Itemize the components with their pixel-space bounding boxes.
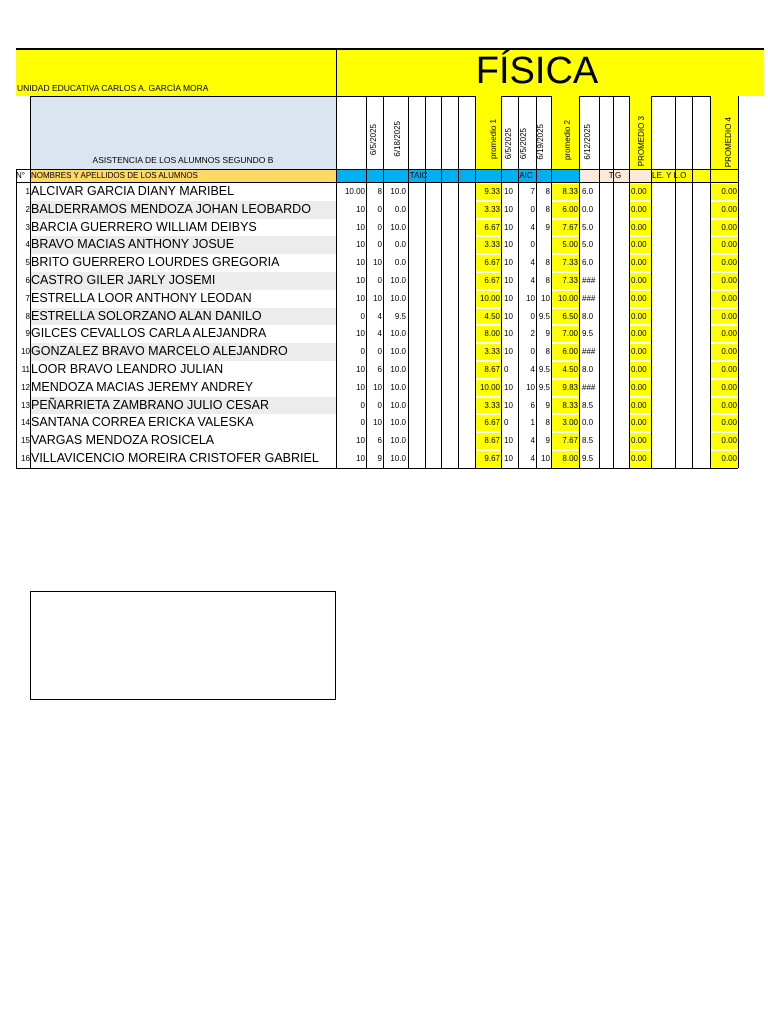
grade-cell-d[interactable]: 10 [504, 454, 513, 463]
grade-cell-p2[interactable]: 3.00 [551, 415, 579, 431]
row-number: 2 [25, 204, 30, 214]
col-promedio-2: promedio 2 [563, 120, 572, 161]
grade-cell-a[interactable]: 10 [356, 222, 365, 232]
grade-cell-f[interactable]: 9 [545, 400, 550, 410]
student-name[interactable]: PEÑARRIETA ZAMBRANO JULIO CESAR [31, 397, 270, 412]
grade-cell-e[interactable]: 0 [530, 204, 535, 214]
table-row[interactable] [0, 236, 768, 254]
grade-cell-c[interactable]: 0.0 [394, 258, 406, 268]
grade-cell-p2[interactable]: 5.00 [551, 237, 579, 253]
student-name[interactable]: VARGAS MENDOZA ROSICELA [31, 433, 215, 448]
grade-cell-p4[interactable]: 0.00 [710, 237, 738, 253]
student-name[interactable]: SANTANA CORREA ERICKA VALESKA [31, 415, 254, 430]
grade-cell-c[interactable]: 10.0 [390, 436, 406, 446]
grade-cell-p3[interactable]: 0.00 [629, 309, 651, 325]
table-row[interactable] [0, 183, 768, 201]
grade-cell-f[interactable]: 9 [545, 436, 550, 446]
grade-cell-p3[interactable]: 0.00 [629, 415, 651, 431]
grade-cell-p2[interactable]: 8.33 [551, 398, 579, 414]
student-name[interactable]: VILLAVICENCIO MOREIRA CRISTOFER GABRIEL [31, 451, 319, 465]
grade-cell-d[interactable]: 10 [504, 187, 513, 196]
subject-title: FÍSICA [475, 50, 599, 92]
grade-cell-g[interactable]: 0.0 [582, 204, 594, 214]
grade-cell-f[interactable]: 9.5 [538, 365, 550, 374]
row-number: 13 [21, 400, 30, 410]
grade-cell-f[interactable] [536, 237, 551, 253]
grade-cell-d[interactable]: 10 [504, 222, 513, 232]
grade-cell-p3[interactable]: 0.00 [629, 184, 651, 200]
grade-cell-d[interactable]: 10 [504, 276, 513, 285]
section-tg: T.G [608, 171, 622, 180]
grade-cell-p4[interactable]: 0.00 [710, 398, 738, 414]
grade-cell-p1[interactable]: 6.67 [475, 273, 501, 289]
grade-cell-g[interactable]: 8.5 [582, 436, 594, 446]
grade-cell-b[interactable]: 4 [377, 329, 382, 339]
grade-cell-p2[interactable]: 7.67 [551, 220, 579, 236]
grade-cell-b[interactable]: 10 [373, 382, 382, 392]
grade-cell-p4[interactable]: 0.00 [710, 255, 738, 271]
grade-cell-c[interactable]: 10.0 [390, 365, 406, 374]
grade-cell-g[interactable]: 8.0 [582, 311, 594, 321]
attendance-title: ASISTENCIA DE LOS ALUMNOS SEGUNDO B [92, 155, 274, 165]
grade-cell-p4[interactable]: 0.00 [710, 291, 738, 307]
row-number: 7 [25, 293, 30, 303]
row-number: 16 [21, 454, 30, 463]
grade-cell-p4[interactable]: 0.00 [710, 433, 738, 449]
table-row[interactable] [0, 450, 768, 468]
grade-cell-e[interactable]: 0 [530, 347, 535, 357]
grade-cell-f[interactable]: 8 [545, 187, 550, 196]
grade-cell-p2[interactable]: 6.50 [551, 309, 579, 325]
grade-cell-p1[interactable]: 3.33 [475, 202, 501, 218]
grade-cell-e[interactable]: 4 [530, 222, 535, 232]
grade-cell-d[interactable]: 0 [504, 365, 509, 374]
grade-cell-e[interactable]: 4 [530, 258, 535, 268]
grade-cell-d[interactable]: 10 [504, 204, 513, 214]
student-name[interactable]: BARCIA GUERRERO WILLIAM DEIBYS [31, 219, 257, 234]
grade-cell-p1[interactable]: 4.50 [475, 309, 501, 325]
grade-cell-p3[interactable]: 0.00 [629, 380, 651, 396]
grade-cell-e[interactable]: 4 [530, 454, 535, 463]
grade-cell-e[interactable]: 7 [530, 187, 535, 196]
grade-cell-g[interactable]: 6.0 [582, 258, 594, 268]
table-row[interactable] [0, 414, 768, 432]
col-date-1: 6/5/2025 [369, 124, 378, 156]
table-row[interactable] [0, 343, 768, 361]
grade-cell-a[interactable]: 10.00 [344, 187, 365, 196]
col-date-3: 6/5/2025 [504, 128, 513, 160]
grade-cell-b[interactable]: 0 [377, 347, 382, 357]
grade-cell-p2[interactable]: 10.00 [551, 291, 579, 307]
grade-cell-c[interactable]: 10.0 [390, 454, 406, 463]
grade-cell-p2[interactable]: 8.33 [551, 184, 579, 200]
grade-cell-b[interactable]: 6 [377, 436, 382, 446]
row-number: 11 [21, 365, 30, 374]
grade-cell-d[interactable]: 10 [504, 240, 513, 250]
col-promedio-3: PROMEDIO 3 [637, 116, 646, 167]
grade-cell-b[interactable]: 10 [373, 293, 382, 303]
grade-cell-p1[interactable]: 9.33 [475, 184, 501, 200]
num-label: N° [16, 171, 25, 180]
table-row[interactable] [0, 272, 768, 290]
grade-cell-p3[interactable]: 0.00 [629, 291, 651, 307]
grade-cell-f[interactable]: 9.5 [538, 382, 550, 392]
grade-cell-p1[interactable]: 3.33 [475, 237, 501, 253]
student-name[interactable]: BRAVO MACIAS ANTHONY JOSUE [31, 237, 235, 252]
grade-cell-f[interactable]: 8 [545, 258, 550, 268]
table-row[interactable] [0, 308, 768, 326]
table-row[interactable] [0, 361, 768, 379]
student-name[interactable]: MENDOZA MACIAS JEREMY ANDREY [31, 379, 254, 394]
grade-cell-f[interactable]: 10 [541, 293, 550, 303]
row-number: 5 [25, 258, 30, 268]
grade-cell-p2[interactable]: 6.00 [551, 202, 579, 218]
row-number: 1 [25, 187, 30, 196]
table-row[interactable] [0, 397, 768, 415]
row-number: 9 [25, 329, 30, 339]
grade-cell-e[interactable]: 2 [530, 329, 535, 339]
grade-cell-f[interactable]: 8 [545, 418, 550, 428]
grade-cell-p4[interactable]: 0.00 [710, 415, 738, 431]
grade-cell-c[interactable]: 0.0 [394, 204, 406, 214]
grade-cell-p3[interactable]: 0.00 [629, 398, 651, 414]
table-row[interactable] [0, 325, 768, 343]
table-row[interactable] [0, 432, 768, 450]
student-table [0, 183, 768, 468]
grade-cell-g[interactable]: 0.0 [582, 418, 594, 428]
student-name[interactable]: LOOR BRAVO LEANDRO JULIAN [31, 362, 224, 376]
grade-cell-f[interactable]: 8 [545, 347, 550, 357]
grade-cell-p1[interactable]: 10.00 [475, 291, 501, 307]
table-row[interactable] [0, 219, 768, 237]
grade-cell-f[interactable]: 10 [541, 454, 550, 463]
grade-cell-b[interactable]: 10 [373, 258, 382, 268]
grade-cell-e[interactable]: 1 [530, 418, 535, 428]
grade-cell-p1[interactable]: 8.00 [475, 326, 501, 342]
grade-cell-p4[interactable]: 0.00 [710, 273, 738, 289]
grade-cell-d[interactable]: 10 [504, 329, 513, 339]
grade-cell-g[interactable]: ### [582, 293, 596, 303]
grade-cell-g[interactable]: 9.5 [582, 329, 594, 339]
grade-cell-c[interactable]: 10.0 [390, 276, 406, 285]
col-date-2: 6/18/2025 [393, 121, 402, 157]
grade-cell-p3[interactable]: 0.00 [629, 255, 651, 271]
grade-cell-p3[interactable]: 0.00 [629, 220, 651, 236]
grade-cell-e[interactable]: 10 [526, 293, 535, 303]
grade-cell-a[interactable]: 10 [356, 329, 365, 339]
grade-cell-p1[interactable]: 6.67 [475, 255, 501, 271]
grade-cell-e[interactable]: 4 [530, 436, 535, 446]
grade-cell-e[interactable]: 4 [530, 365, 535, 374]
grade-cell-p3[interactable]: 0.00 [629, 202, 651, 218]
row-number: 12 [21, 382, 30, 392]
grade-cell-a[interactable]: 10 [356, 240, 365, 250]
grade-cell-a[interactable]: 10 [356, 293, 365, 303]
grade-cell-g[interactable]: 9.5 [582, 454, 594, 463]
grade-cell-c[interactable]: 10.0 [390, 329, 406, 339]
row-number: 6 [25, 276, 30, 285]
grade-cell-d[interactable]: 10 [504, 258, 513, 268]
grade-cell-b[interactable]: 0 [377, 276, 382, 285]
grade-cell-c[interactable]: 10.0 [390, 293, 406, 303]
grade-cell-g[interactable]: ### [582, 276, 596, 285]
student-name[interactable]: BALDERRAMOS MENDOZA JOHAN LEOBARDO [31, 201, 311, 216]
section-taic: TAIC [409, 171, 428, 180]
grade-cell-p4[interactable]: 0.00 [710, 451, 738, 467]
grade-cell-f[interactable]: 9 [545, 329, 550, 339]
grade-cell-p1[interactable]: 3.33 [475, 398, 501, 414]
row-number: 14 [21, 418, 30, 428]
grade-cell-p3[interactable]: 0.00 [629, 273, 651, 289]
student-name[interactable]: BRITO GUERRERO LOURDES GREGORIA [31, 255, 280, 270]
grade-cell-b[interactable]: 10 [373, 418, 382, 428]
grade-cell-g[interactable]: 8.5 [582, 400, 594, 410]
grade-cell-b[interactable]: 0 [377, 204, 382, 214]
grade-cell-p3[interactable]: 0.00 [629, 433, 651, 449]
grade-cell-p1[interactable]: 6.67 [475, 220, 501, 236]
table-row[interactable] [0, 201, 768, 219]
grade-cell-e[interactable]: 6 [530, 400, 535, 410]
grade-cell-p2[interactable]: 8.00 [551, 451, 579, 467]
grade-cell-c[interactable]: 10.0 [390, 222, 406, 232]
grade-cell-p2[interactable]: 4.50 [551, 362, 579, 378]
header-right-edge [737, 96, 764, 98]
table-row[interactable] [0, 290, 768, 308]
grade-cell-a[interactable]: 0 [360, 347, 365, 357]
grade-cell-p1[interactable]: 3.33 [475, 344, 501, 360]
grade-cell-a[interactable]: 10 [356, 436, 365, 446]
grade-cell-b[interactable]: 9 [377, 454, 382, 463]
grade-cell-p2[interactable]: 7.33 [551, 273, 579, 289]
grade-cell-p1[interactable]: 8.67 [475, 433, 501, 449]
grade-cell-d[interactable]: 10 [504, 311, 513, 321]
table-row[interactable] [0, 379, 768, 397]
student-name[interactable]: GONZALEZ BRAVO MARCELO ALEJANDRO [31, 344, 288, 359]
grade-cell-e[interactable]: 4 [530, 276, 535, 285]
grade-cell-g[interactable]: ### [582, 382, 596, 392]
grade-cell-p1[interactable]: 8.67 [475, 362, 501, 378]
school-name: UNIDAD EDUCATIVA CARLOS A. GARCÌA MORA [17, 83, 209, 93]
grade-cell-a[interactable]: 0 [360, 311, 365, 321]
grade-cell-p1[interactable]: 9.67 [475, 451, 501, 467]
grade-cell-p2[interactable]: 7.33 [551, 255, 579, 271]
grade-cell-b[interactable]: 0 [377, 222, 382, 232]
row-number: 8 [25, 311, 30, 321]
grade-cell-p4[interactable]: 0.00 [710, 380, 738, 396]
grade-cell-d[interactable]: 10 [504, 293, 513, 303]
grade-cell-b[interactable]: 4 [377, 311, 382, 321]
grade-cell-d[interactable]: 10 [504, 436, 513, 446]
grade-cell-b[interactable]: 6 [377, 365, 382, 374]
grade-cell-p4[interactable]: 0.00 [710, 184, 738, 200]
col-date-4: 6/5/2025 [519, 128, 528, 160]
grade-cell-p4[interactable]: 0.00 [710, 220, 738, 236]
grade-cell-b[interactable]: 8 [377, 187, 382, 196]
col-promedio-1: promedio 1 [489, 119, 498, 160]
grade-cell-b[interactable]: 0 [377, 240, 382, 250]
table-row[interactable] [0, 254, 768, 272]
section-leylo: LE. Y L.O [652, 171, 687, 180]
grade-cell-a[interactable]: 10 [356, 382, 365, 392]
student-name[interactable]: CASTRO GILER JARLY JOSEMI [31, 273, 216, 287]
col-promedio-4: PROMEDIO 4 [724, 117, 733, 168]
grade-cell-c[interactable]: 10.0 [390, 382, 406, 392]
grade-cell-d[interactable]: 10 [504, 400, 513, 410]
grade-cell-d[interactable]: 10 [504, 347, 513, 357]
grade-cell-g[interactable]: 5.0 [582, 222, 594, 232]
row-number: 3 [25, 222, 30, 232]
grade-cell-g[interactable]: 5.0 [582, 240, 594, 250]
grade-cell-d[interactable]: 10 [504, 382, 513, 392]
grade-cell-g[interactable]: 8.0 [582, 365, 594, 374]
grade-cell-p2[interactable]: 6.00 [551, 344, 579, 360]
grade-cell-g[interactable]: ### [582, 347, 596, 357]
grade-cell-p1[interactable]: 10.00 [475, 380, 501, 396]
names-label: NOMBRES Y APELLIDOS DE LOS ALUMNOS [30, 169, 336, 182]
grade-cell-p3[interactable]: 0.00 [629, 326, 651, 342]
grade-cell-p1[interactable]: 6.67 [475, 415, 501, 431]
col-date-6: 6/12/2025 [583, 124, 592, 160]
grade-cell-d[interactable]: 0 [504, 418, 509, 428]
grade-cell-f[interactable]: 9 [545, 222, 550, 232]
grade-cell-a[interactable]: 10 [356, 365, 365, 374]
grade-cell-f[interactable]: 8 [545, 276, 550, 285]
row-number: 4 [25, 240, 30, 250]
grade-cell-p3[interactable]: 0.00 [629, 362, 651, 378]
student-name[interactable]: ESTRELLA LOOR ANTHONY LEODAN [31, 290, 252, 305]
grade-cell-p2[interactable]: 7.67 [551, 433, 579, 449]
grade-cell-e[interactable]: 0 [530, 311, 535, 321]
grade-cell-p3[interactable]: 0.00 [629, 237, 651, 253]
grade-cell-p2[interactable]: 7.00 [551, 326, 579, 342]
grade-cell-a[interactable]: 10 [356, 258, 365, 268]
grade-cell-a[interactable]: 0 [360, 418, 365, 428]
grade-cell-p4[interactable]: 0.00 [710, 362, 738, 378]
grade-cell-c[interactable]: 0.0 [394, 240, 406, 250]
grade-cell-p4[interactable]: 0.00 [710, 309, 738, 325]
student-name[interactable]: GILCES CEVALLOS CARLA ALEJANDRA [31, 326, 267, 341]
grade-cell-c[interactable]: 9.5 [394, 311, 406, 321]
grade-cell-g[interactable]: 6.0 [582, 187, 594, 196]
grade-cell-a[interactable]: 0 [360, 400, 365, 410]
grade-cell-e[interactable]: 0 [530, 240, 535, 250]
grade-cell-a[interactable]: 10 [356, 276, 365, 285]
grade-cell-p4[interactable]: 0.00 [710, 326, 738, 342]
section-aic: AIC [519, 171, 533, 180]
row-number: 10 [21, 347, 30, 357]
col-date-5: 6/19/2025 [536, 124, 545, 160]
student-name[interactable]: ESTRELLA SOLORZANO ALAN DANILO [31, 308, 262, 323]
grade-cell-c[interactable]: 10.0 [390, 347, 406, 357]
grade-cell-f[interactable]: 9.5 [538, 311, 550, 321]
grade-cell-p3[interactable]: 0.00 [629, 344, 651, 360]
grade-cell-b[interactable]: 0 [377, 400, 382, 410]
grade-cell-p2[interactable]: 9.83 [551, 380, 579, 396]
grade-cell-a[interactable]: 10 [356, 204, 365, 214]
grade-cell-c[interactable]: 10.0 [390, 418, 406, 428]
grade-cell-p4[interactable]: 0.00 [710, 344, 738, 360]
comment-box[interactable] [30, 591, 336, 700]
grade-cell-a[interactable]: 10 [356, 454, 365, 463]
grade-cell-e[interactable]: 10 [526, 382, 535, 392]
student-name[interactable]: ALCIVAR GARCIA DIANY MARIBEL [31, 184, 235, 198]
grade-cell-p3[interactable]: 0.00 [629, 451, 651, 467]
row-number: 15 [21, 436, 30, 446]
grade-cell-c[interactable]: 10.0 [390, 187, 406, 196]
grade-cell-c[interactable]: 10.0 [390, 400, 406, 410]
grade-cell-p4[interactable]: 0.00 [710, 202, 738, 218]
grade-cell-f[interactable]: 8 [545, 204, 550, 214]
